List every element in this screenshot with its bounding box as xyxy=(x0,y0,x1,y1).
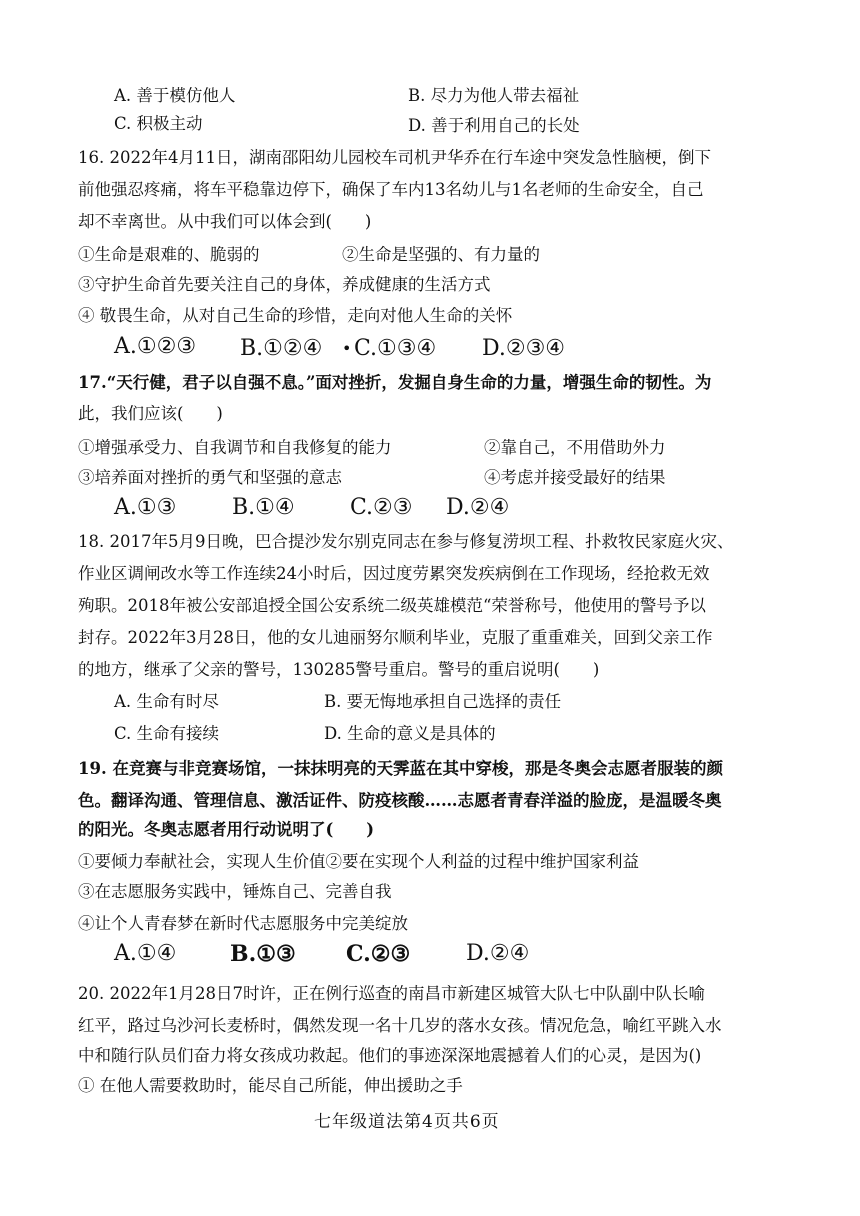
q20-item-1: ① 在他人需要救助时，能尽自己所能，伸出援助之手 xyxy=(78,1076,463,1095)
q18-option-b: B. 要无悔地承担自己选择的责任 xyxy=(324,692,562,711)
q18-option-c: C. 生命有接续 xyxy=(114,724,220,743)
q16-answer-d: D.②③④ xyxy=(482,336,566,361)
q17-stem-line-1: 17.“天行健，君子以自强不息。”面对挫折，发掘自身生命的力量，增强生命的韧性。为 xyxy=(78,373,712,392)
q19-item-1-2: ①要倾力奉献社会，实现人生价值②要在实现个人利益的过程中维护国家利益 xyxy=(78,852,639,871)
q17-item-4: ④考虑并接受最好的结果 xyxy=(484,468,666,487)
q20-stem-line-2: 红平，路过乌沙河长麦桥时，偶然发现一名十几岁的落水女孩。情况危急，喻红平跳入水 xyxy=(78,1016,722,1035)
q19-answer-d: D.②④ xyxy=(466,941,530,966)
q18-option-d: D. 生命的意义是具体的 xyxy=(324,724,496,743)
q19-item-4: ④让个人青春梦在新时代志愿服务中完美绽放 xyxy=(78,914,408,933)
q16-item-1: ①生命是艰难的、脆弱的 xyxy=(78,245,260,264)
q17-answer-c: C.②③ xyxy=(350,495,413,520)
q17-item-2: ②靠自己，不用借助外力 xyxy=(484,438,666,457)
q17-answer-b: B.①④ xyxy=(232,495,295,520)
q18-stem-line-4: 封存。2022年3月28日，他的女儿迪丽努尔顺利毕业，克服了重重难关，回到父亲工作 xyxy=(78,628,713,647)
q15-option-a: A. 善于模仿他人 xyxy=(114,86,236,105)
q16-stem-line-1: 16. 2022年4月11日，湖南邵阳幼儿园校车司机尹华乔在行车途中突发急性脑梗，倒下 xyxy=(78,148,711,167)
q16-answer-a: A.①②③ xyxy=(114,334,197,359)
q16-item-2: ②生命是坚强的、有力量的 xyxy=(342,245,540,264)
q20-stem-line-1: 20. 2022年1月28日7时许，正在例行巡查的南昌市新建区城管大队七中队副中队长喻 xyxy=(78,984,705,1003)
q17-stem-line-2: 此，我们应该( ) xyxy=(78,404,223,423)
q15-option-c: C. 积极主动 xyxy=(114,114,203,133)
q19-answer-a: A.①④ xyxy=(114,941,177,966)
q18-stem-line-3: 殉职。2018年被公安部追授全国公安系统二级英雄模范“荣誉称号，他使用的警号予以 xyxy=(78,596,706,615)
q19-stem-line-2: 色。翻译沟通、管理信息、激活证件、防疫核酸……志愿者青春洋溢的脸庞，是温暖冬奥 xyxy=(78,791,722,810)
q18-stem-line-5: 的地方，继承了父亲的警号，130285警号重启。警号的重启说明( ) xyxy=(78,660,600,679)
q16-item-3: ③守护生命首先要关注自己的身体，养成健康的生活方式 xyxy=(78,275,491,294)
q19-stem-line-1: 19. 在竞赛与非竞赛场馆，一抹抹明亮的天霁蓝在其中穿梭，那是冬奥会志愿者服装的颜 xyxy=(78,759,723,778)
q16-stem-line-2: 前他强忍疼痛，将车平稳靠边停下，确保了车内13名幼儿与1名老师的生命安全，自己 xyxy=(78,180,704,199)
q15-option-b: B. 尽力为他人带去福祉 xyxy=(408,86,580,105)
q18-stem-line-2: 作业区调闸改水等工作连续24小时后，因过度劳累突发疾病倒在工作现场，经抢救无效 xyxy=(78,564,710,583)
q17-item-3: ③培养面对挫折的勇气和坚强的意志 xyxy=(78,468,342,487)
q16-answer-c: C.①③④ xyxy=(354,336,437,361)
q19-item-3: ③在志愿服务实践中，锤炼自己、完善自我 xyxy=(78,882,392,901)
q16-dot-mark: • xyxy=(342,339,352,358)
q19-answer-b: B.①③ xyxy=(230,941,296,967)
q20-stem-line-3: 中和随行队员们奋力将女孩成功救起。他们的事迹深深地震撼着人们的心灵，是因为() xyxy=(78,1046,702,1065)
q18-stem-line-1: 18. 2017年5月9日晚，巴合提沙发尔别克同志在参与修复涝坝工程、扑救牧民家庭火灾、 xyxy=(78,532,734,551)
q17-item-1: ①增强承受力、自我调节和自我修复的能力 xyxy=(78,438,392,457)
q16-stem-line-3: 却不幸离世。从中我们可以体会到( ) xyxy=(78,212,372,231)
q19-stem-line-3: 的阳光。冬奥志愿者用行动说明了( ) xyxy=(78,820,375,839)
q16-answer-b: B.①②④ xyxy=(240,336,323,361)
q19-answer-c: C.②③ xyxy=(346,941,411,967)
page-footer: 七年级道法第4页共6页 xyxy=(314,1112,500,1132)
q17-answer-a: A.①③ xyxy=(114,495,177,520)
q15-option-d: D. 善于利用自己的长处 xyxy=(408,116,580,135)
q18-option-a: A. 生命有时尽 xyxy=(114,692,219,711)
q16-item-4: ④ 敬畏生命，从对自己生命的珍惜，走向对他人生命的关怀 xyxy=(78,306,513,325)
q17-answer-d: D.②④ xyxy=(446,495,510,520)
